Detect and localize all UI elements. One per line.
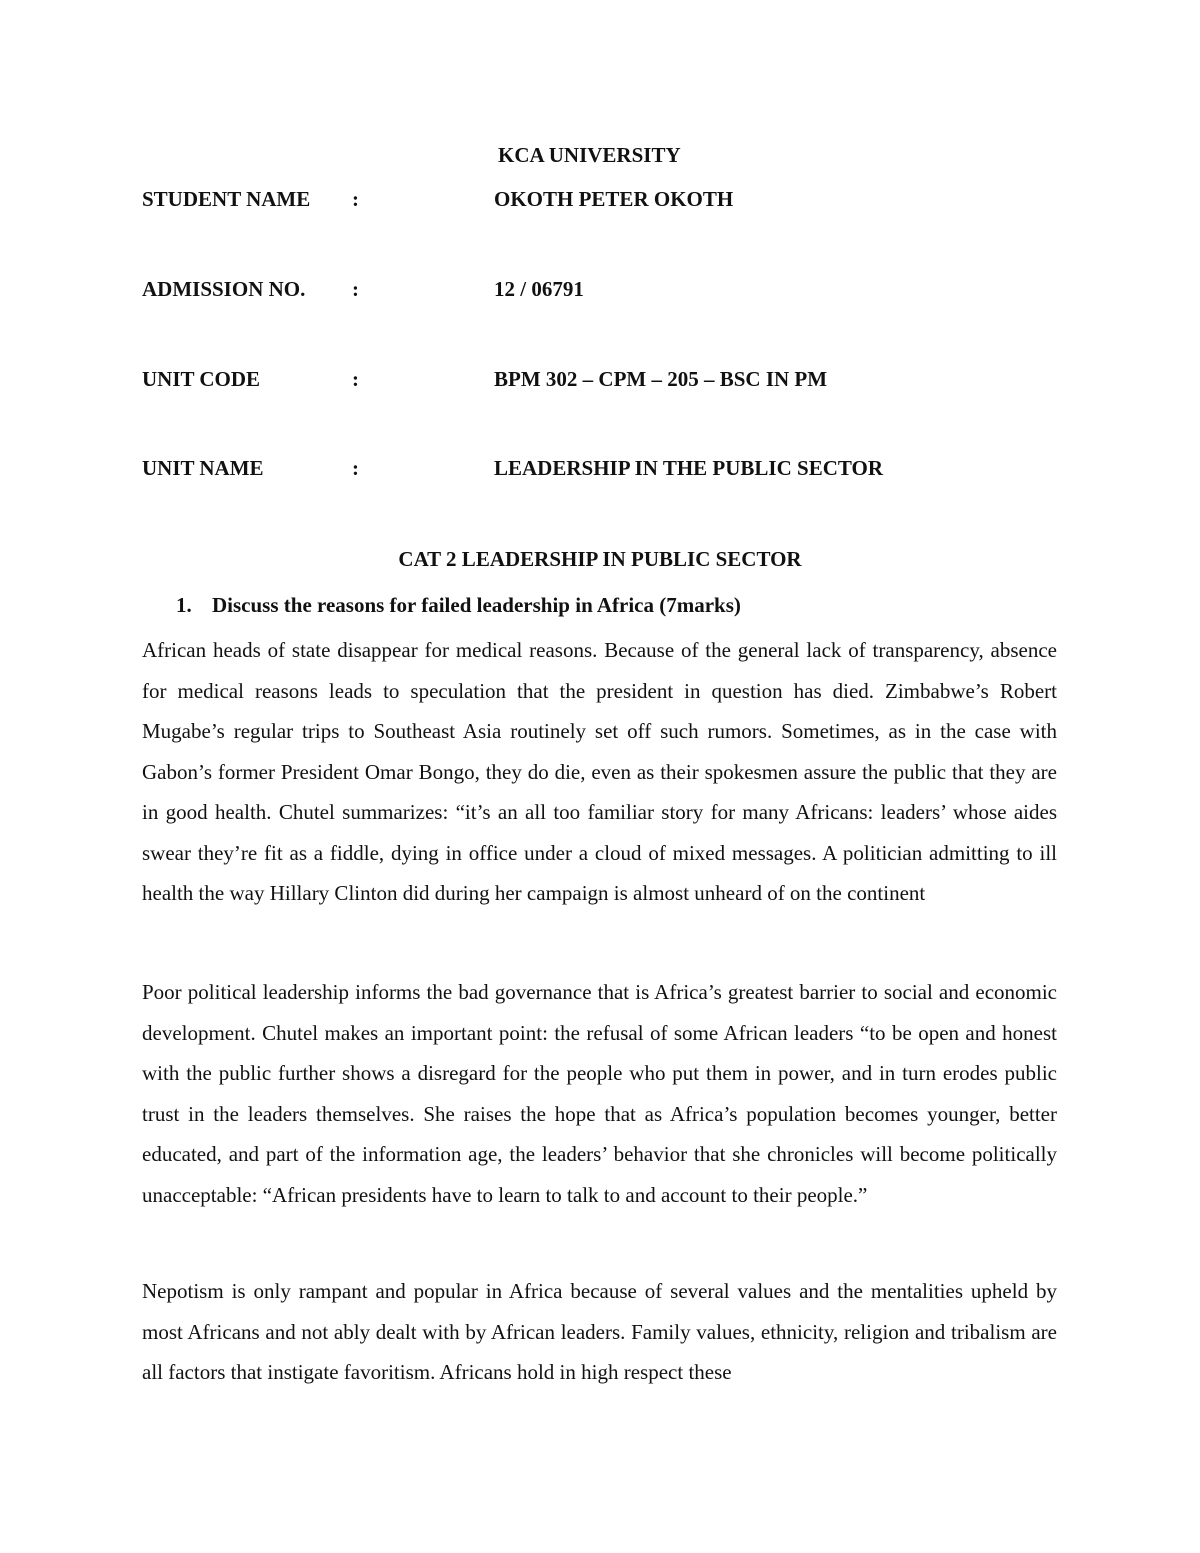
- field-label: STUDENT NAME: [142, 187, 311, 211]
- field-colon: :: [352, 456, 359, 480]
- field-value: OKOTH PETER OKOTH: [494, 187, 734, 211]
- admission-no-row: [142, 277, 1062, 305]
- field-value: 12 / 06791: [494, 277, 584, 301]
- body-paragraph: Nepotism is only rampant and popular in Africa because of several values and the mentalities upheld by most Africans and not ably dealt with by African leaders. Family values, ethnicity, religion and tribalism are all factors that instigate favoritism. Africans hold in high respect these: [142, 1279, 1057, 1384]
- body-paragraph: Poor political leadership informs the bad governance that is Africa’s greatest barrier to social and economic development. Chutel makes an important point: the refusal of some African leaders “to be open and honest with the public further shows a disregard for the people who put them in power, and in turn erodes public trust in the leaders themselves. She raises the hope that as Africa’s population becomes younger, better educated, and part of the information age, the leaders’ behavior that she chronicles will become politically unacceptable: “African presidents have to learn to talk to and account to their people.”: [142, 980, 1057, 1207]
- body-paragraph: African heads of state disappear for medical reasons. Because of the general lack of transparency, absence for medical reasons leads to speculation that the president in question has died. Zimbabwe’s Robert Mugabe’s regular trips to Southeast Asia routinely set off such rumors. Sometimes, as in the case with Gabon’s former President Omar Bongo, they do die, even as their spokesmen assure the public that they are in good health. Chutel summarizes: “it’s an all too familiar story for many Africans: leaders’ whose aides swear they’re fit as a fiddle, dying in office under a cloud of mixed messages. A politician admitting to ill health the way Hillary Clinton did during her campaign is almost unheard of on the continent: [142, 638, 1057, 905]
- question-number: 1.: [176, 593, 192, 617]
- field-value: BPM 302 – CPM – 205 – BSC IN PM: [494, 367, 828, 391]
- field-colon: :: [352, 367, 359, 391]
- cat-title: CAT 2 LEADERSHIP IN PUBLIC SECTOR: [398, 547, 802, 571]
- field-label: UNIT NAME: [142, 456, 264, 480]
- university-heading: KCA UNIVERSITY: [498, 143, 681, 167]
- unit-name-row: [142, 456, 1062, 484]
- field-label: ADMISSION NO.: [142, 277, 306, 301]
- student-name-row: [142, 187, 1062, 215]
- unit-code-row: [142, 367, 1062, 395]
- question-text: Discuss the reasons for failed leadership in Africa (7marks): [212, 593, 741, 617]
- field-colon: :: [352, 187, 359, 211]
- field-colon: :: [352, 277, 359, 301]
- field-label: UNIT CODE: [142, 367, 261, 391]
- field-value: LEADERSHIP IN THE PUBLIC SECTOR: [494, 456, 884, 480]
